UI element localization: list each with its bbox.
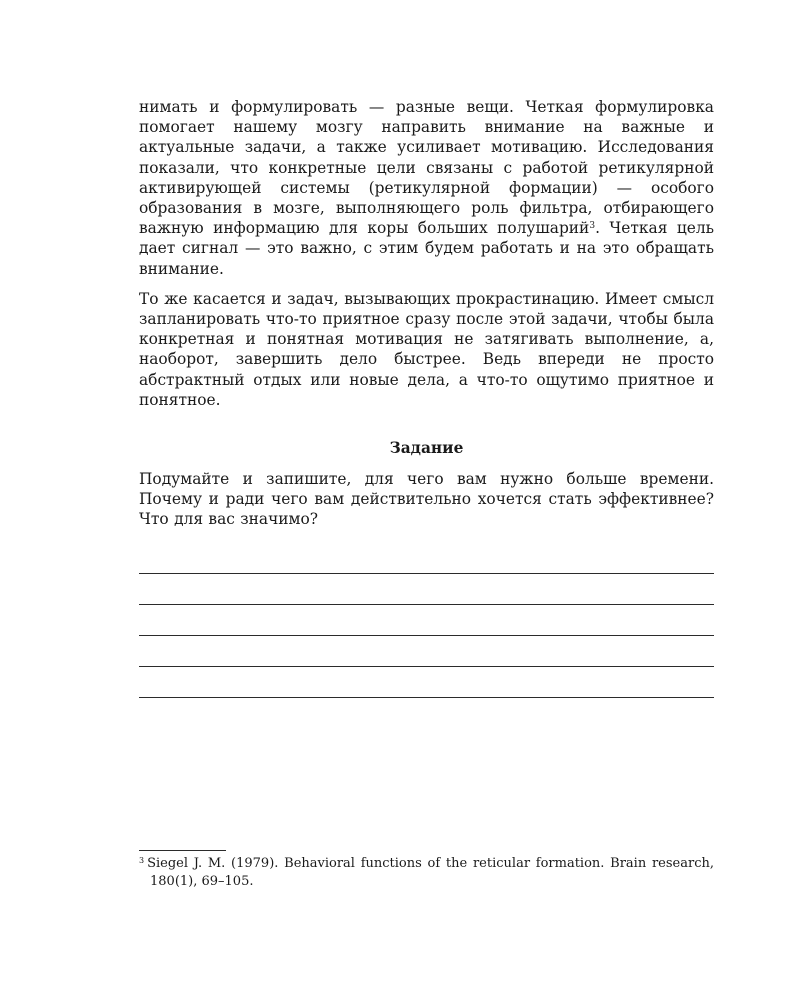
footnote-text: Siegel J. M. (1979). Behavioral functions of the reticular formation. Brain research, 180(1), 69–105. xyxy=(147,856,714,889)
answer-line[interactable] xyxy=(139,667,714,698)
body-paragraph-1-tail: . Четкая цель дает сигнал — это важно, с этим будем работать и на это обращать внимание. xyxy=(139,219,714,278)
answer-line[interactable] xyxy=(139,543,714,574)
footnotes xyxy=(139,850,714,891)
answer-line[interactable] xyxy=(139,605,714,636)
body-paragraph-1-text: нимать и формулировать — разные вещи. Четкая формулировка помогает нашему мозгу направить внимание на важные и актуальные задачи, а также усиливает мотивацию. Исследования показали, что конкретные цели связаны с работой ретикулярной активирующей системы (ретикулярной формации) — особого образования в мозге, выполняющего роль фильтра, отбирающего важную информацию для коры больших полушарий xyxy=(139,98,714,238)
answer-lines xyxy=(139,543,714,698)
answer-line[interactable] xyxy=(139,636,714,667)
footnote-reference[interactable]: 3 xyxy=(589,221,596,232)
footnote-mark: 3 xyxy=(139,856,145,865)
page-content xyxy=(139,97,714,698)
task-heading: Задание xyxy=(389,439,464,458)
answer-line[interactable] xyxy=(139,574,714,605)
footnote-divider xyxy=(139,850,226,851)
footnote-item xyxy=(139,855,714,891)
body-paragraph-1 xyxy=(139,97,714,279)
task-text: Подумайте и запишите, для чего вам нужно больше времени. Почему и ради чего вам действительно хочется стать эффективнее? Что для вас значимо? xyxy=(139,470,714,529)
body-paragraph-2: То же касается и задач, вызывающих прокрастинацию. Имеет смысл запланировать что-то приятное сразу после этой задачи, чтобы была конкретная и понятная мотивация не затягивать выполнение, а, наоборот, завершить дело быстрее. Ведь впереди не просто абстрактный отдых или новые дела, а что-то ощутимо приятное и понятное. xyxy=(139,289,714,409)
